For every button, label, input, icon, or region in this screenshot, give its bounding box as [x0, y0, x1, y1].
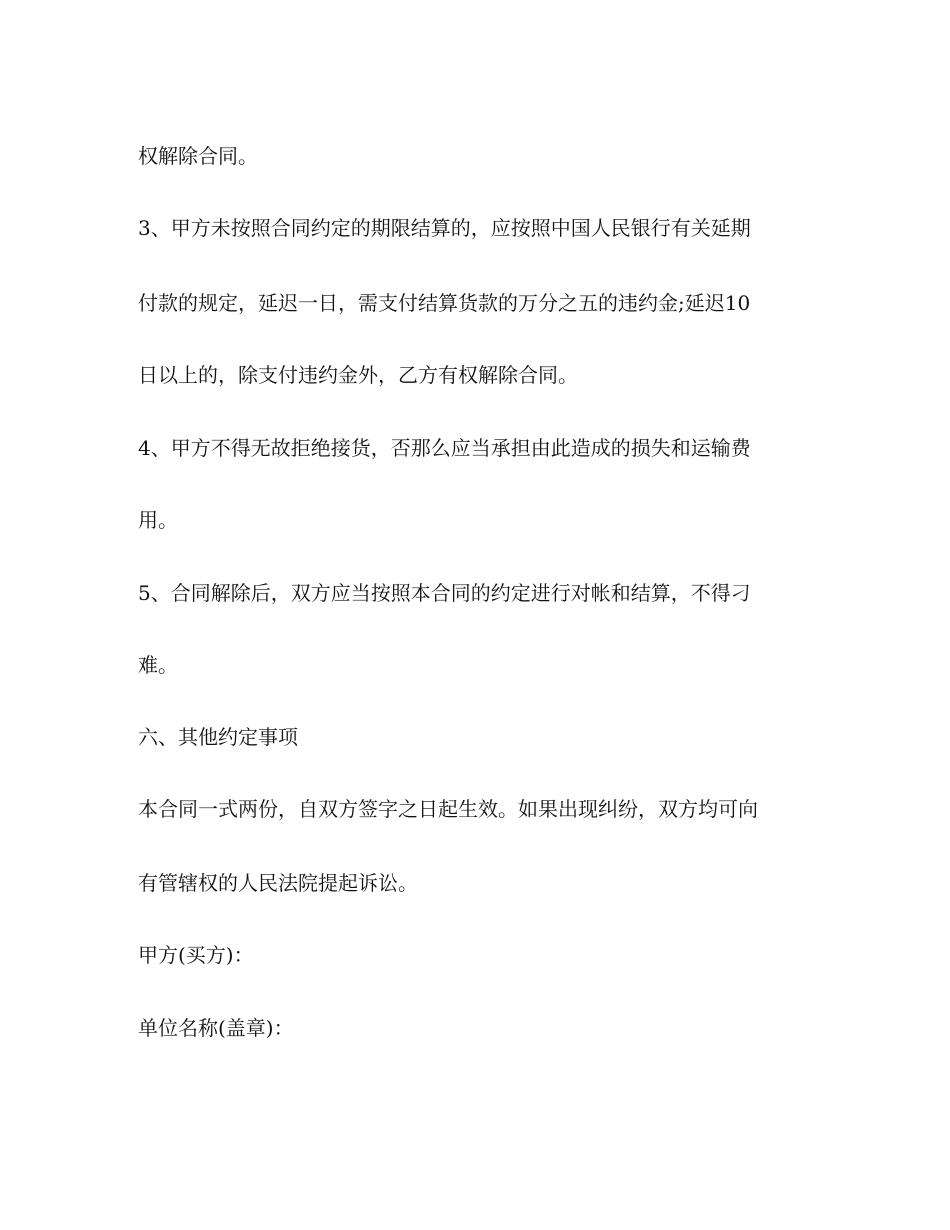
text-line: 权解除合同。: [138, 144, 258, 168]
text-line: 用。: [138, 508, 178, 532]
section-heading: 六、其他约定事项: [138, 725, 298, 749]
text-line: 难。: [138, 653, 178, 677]
text-line: 日以上的，除支付违约金外，乙方有权解除合同。: [138, 363, 578, 387]
text-line: 有管辖权的人民法院提起诉讼。: [138, 871, 418, 895]
signature-label: 甲方(买方)：: [138, 943, 254, 967]
text-line: 付款的规定，延迟一日，需支付结算货款的万分之五的违约金;延迟10: [138, 291, 751, 315]
text-line: 5、合同解除后，双方应当按照本合同的约定进行对帐和结算，不得刁: [138, 581, 751, 605]
text-line: 本合同一式两份，自双方签字之日起生效。如果出现纠纷，双方均可向: [138, 797, 758, 821]
signature-label: 单位名称(盖章)：: [138, 1016, 294, 1040]
text-line: 4、甲方不得无故拒绝接货，否那么应当承担由此造成的损失和运输费: [138, 436, 751, 460]
text-line: 3、甲方未按照合同约定的期限结算的，应按照中国人民银行有关延期: [138, 216, 751, 240]
